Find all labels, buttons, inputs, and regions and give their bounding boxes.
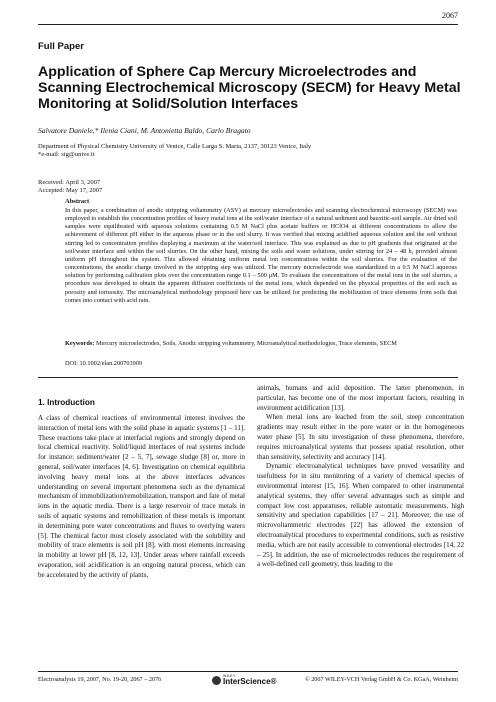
logo-name: InterScience® — [223, 677, 277, 686]
section-label: Full Paper — [38, 41, 84, 52]
header-rule — [38, 24, 458, 25]
journal-citation: Electroanalysis 19, 2007, No. 19-20, 2067 – 2076 — [38, 676, 162, 683]
accepted-date: Accepted: May 17, 2007 — [38, 187, 103, 195]
copyright: © 2007 WILEY-VCH Verlag GmbH & Co. KGaA, Weinheim — [304, 676, 458, 683]
left-column — [38, 414, 245, 581]
doi: DOI: 10.1002/elan.200703909 — [65, 360, 143, 367]
author-list: Salvatore Daniele,* Ilenia Ciani, M. Antonietta Baldo, Carlo Bragato — [38, 126, 251, 135]
affiliation: Department of Physical Chemistry University of Venice, Calle Larga S. Marta, 2137, 30123 Venice, Italy — [38, 143, 312, 150]
keywords — [65, 340, 457, 348]
abstract-heading: Abstract — [65, 198, 90, 205]
right-column — [257, 384, 464, 570]
intro-paragraph: Dynamic electroanalytical techniques have proved versatility and usefulness for in situ monitoring of a variety of chemical species of environmental interest [15, 16]. When compared to other instrumental analytical systems, they offer several advantages such as simple and compact low cost apparatuses, reliable automatic measurements, high sensitivity and speciation capabilities [17 – 21]. Moreover, the use of microvoltammetric electrodes [22] has allowed the extension of electroanalytical procedures to experimental conditions, such as resistive media, which are not easily accessible to conventional electrodes [14, 22 – 25]. In addition, the use of microelectrodes reduces the requirement of a well-defined cell geometry, thus leading to the — [257, 462, 464, 569]
article-title: Application of Sphere Cap Mercury Microelectrodes and Scanning Electrochemical Microscopy (SECM) for Heavy Metal Monitoring at Solid/Solution Interfaces — [38, 64, 461, 113]
logo-top-text: WILEY — [223, 674, 236, 678]
keywords-label: Keywords: — [65, 340, 95, 347]
footer-rule — [38, 671, 458, 672]
page-number: 2067 — [442, 11, 458, 20]
contact-email: *e-mail: sig@unive.it — [38, 151, 95, 159]
abstract-text: In this paper, a combination of anodic stripping voltammetry (ASV) at mercury microelectrodes and scanning electrochemical microscopy (SECM) was employed to establish the concentration profiles of heavy metal ions at the soil/water interface of a natural sediment and bauxitic-soil sample. Air dried soil samples were equilibrated with aqueous solutions containing 0.5 M NaCl plus acetate buffers or HClO4 at different concentrations to allow the achievement of different pH either in the aqueous phase or in the soil slurry. It was verified that mixing acidified aqueous solution and the soil without stirring led to concentration profiles displaying a maximum at the water/soil interface. This was explained as due to pH gradients that originated at the soil/water interface and within the soil slurries. On the other hand, mixing the soils and water solutions, under stirring for 24 – 48 h, provided almost uniform pH throughout the system. This allowed obtaining uniform metal ion concentrations within the soil slurries. For the evaluation of the concentrations, the anodic charge involved in the stripping step was utilized. The mercury microelectrode was standardized in a 0.5 M NaCl aqueous solution by performing calibration plots over the concentration range 0.1 – 500 μM. To evaluate the concentrations of the metal ions in the soil slurries, a procedure was developed to obtain the apparent diffusion coefficients of the metal ions, which depended on the physical properties of the soil such as porosity and tortuosity. The microanalytical methodology proposed here can be utilized for predicting the mobilization of trace elements from soils that comes into contact with acid rain. — [65, 207, 457, 304]
section-rule — [38, 377, 458, 378]
intro-heading: 1. Introduction — [38, 398, 95, 407]
dates-block — [38, 179, 102, 196]
wiley-logo-icon — [212, 676, 221, 685]
received-date: Received: April 3, 2007 — [38, 179, 101, 186]
intro-paragraph: A class of chemical reactions of environmental interest involves the interaction of metal ions with the solid phase in aquatic systems [1 – 11]. These reactions take place at interfacial regions and strongly depend on local chemical reactivity. Solid/liquid interfaces of real systems include for instance: sediment/water [2 – 5, 7], sewage sludge [8] or, more in general, soil/water interfaces [4, 6]. Investigation on chemical equilibria involving heavy metal ions at the above interfaces advances understanding on several important phenomena such as the dynamical mechanism of immobilization/remobilization, transport and fate of metal ions in the aquatic media. There is a large reservoir of trace metals in soils of aquatic systems and remobilization of these metals is important in determining pore water concentrations and fluxes to overlying waters [5]. The chemical factor most closely associated with the solubility and mobility of trace elements is soil pH [8], with most elements increasing in mobility at lower pH [8, 12, 13]. Under areas where rainfall exceeds evaporation, soil acidification is an ongoing natural process, which can be accelerated by the activity of plants, — [38, 414, 245, 579]
interscience-logo — [212, 674, 284, 688]
keywords-text: Mercury microelectrodes, Soils, Anodic stripping voltammetry, Microanalytical methodologies, Trace elements, SECM — [95, 340, 397, 347]
intro-paragraph: When metal ions are leached from the soil, steep concentration gradients may result either in the pore water or in the homogeneous water phase [5]. In situ investigation of these phenomena, therefore, requires microanalytical systems that possess spatial resolution, other than sensitivity, selectivity and accuracy [14]. — [257, 413, 464, 461]
affiliation-block — [38, 143, 463, 160]
intro-paragraph: animals, humans and acid deposition. The latter phenomenon, in particular, has become one of the most important factors, resulting in environment acidification [13]. — [257, 384, 464, 412]
